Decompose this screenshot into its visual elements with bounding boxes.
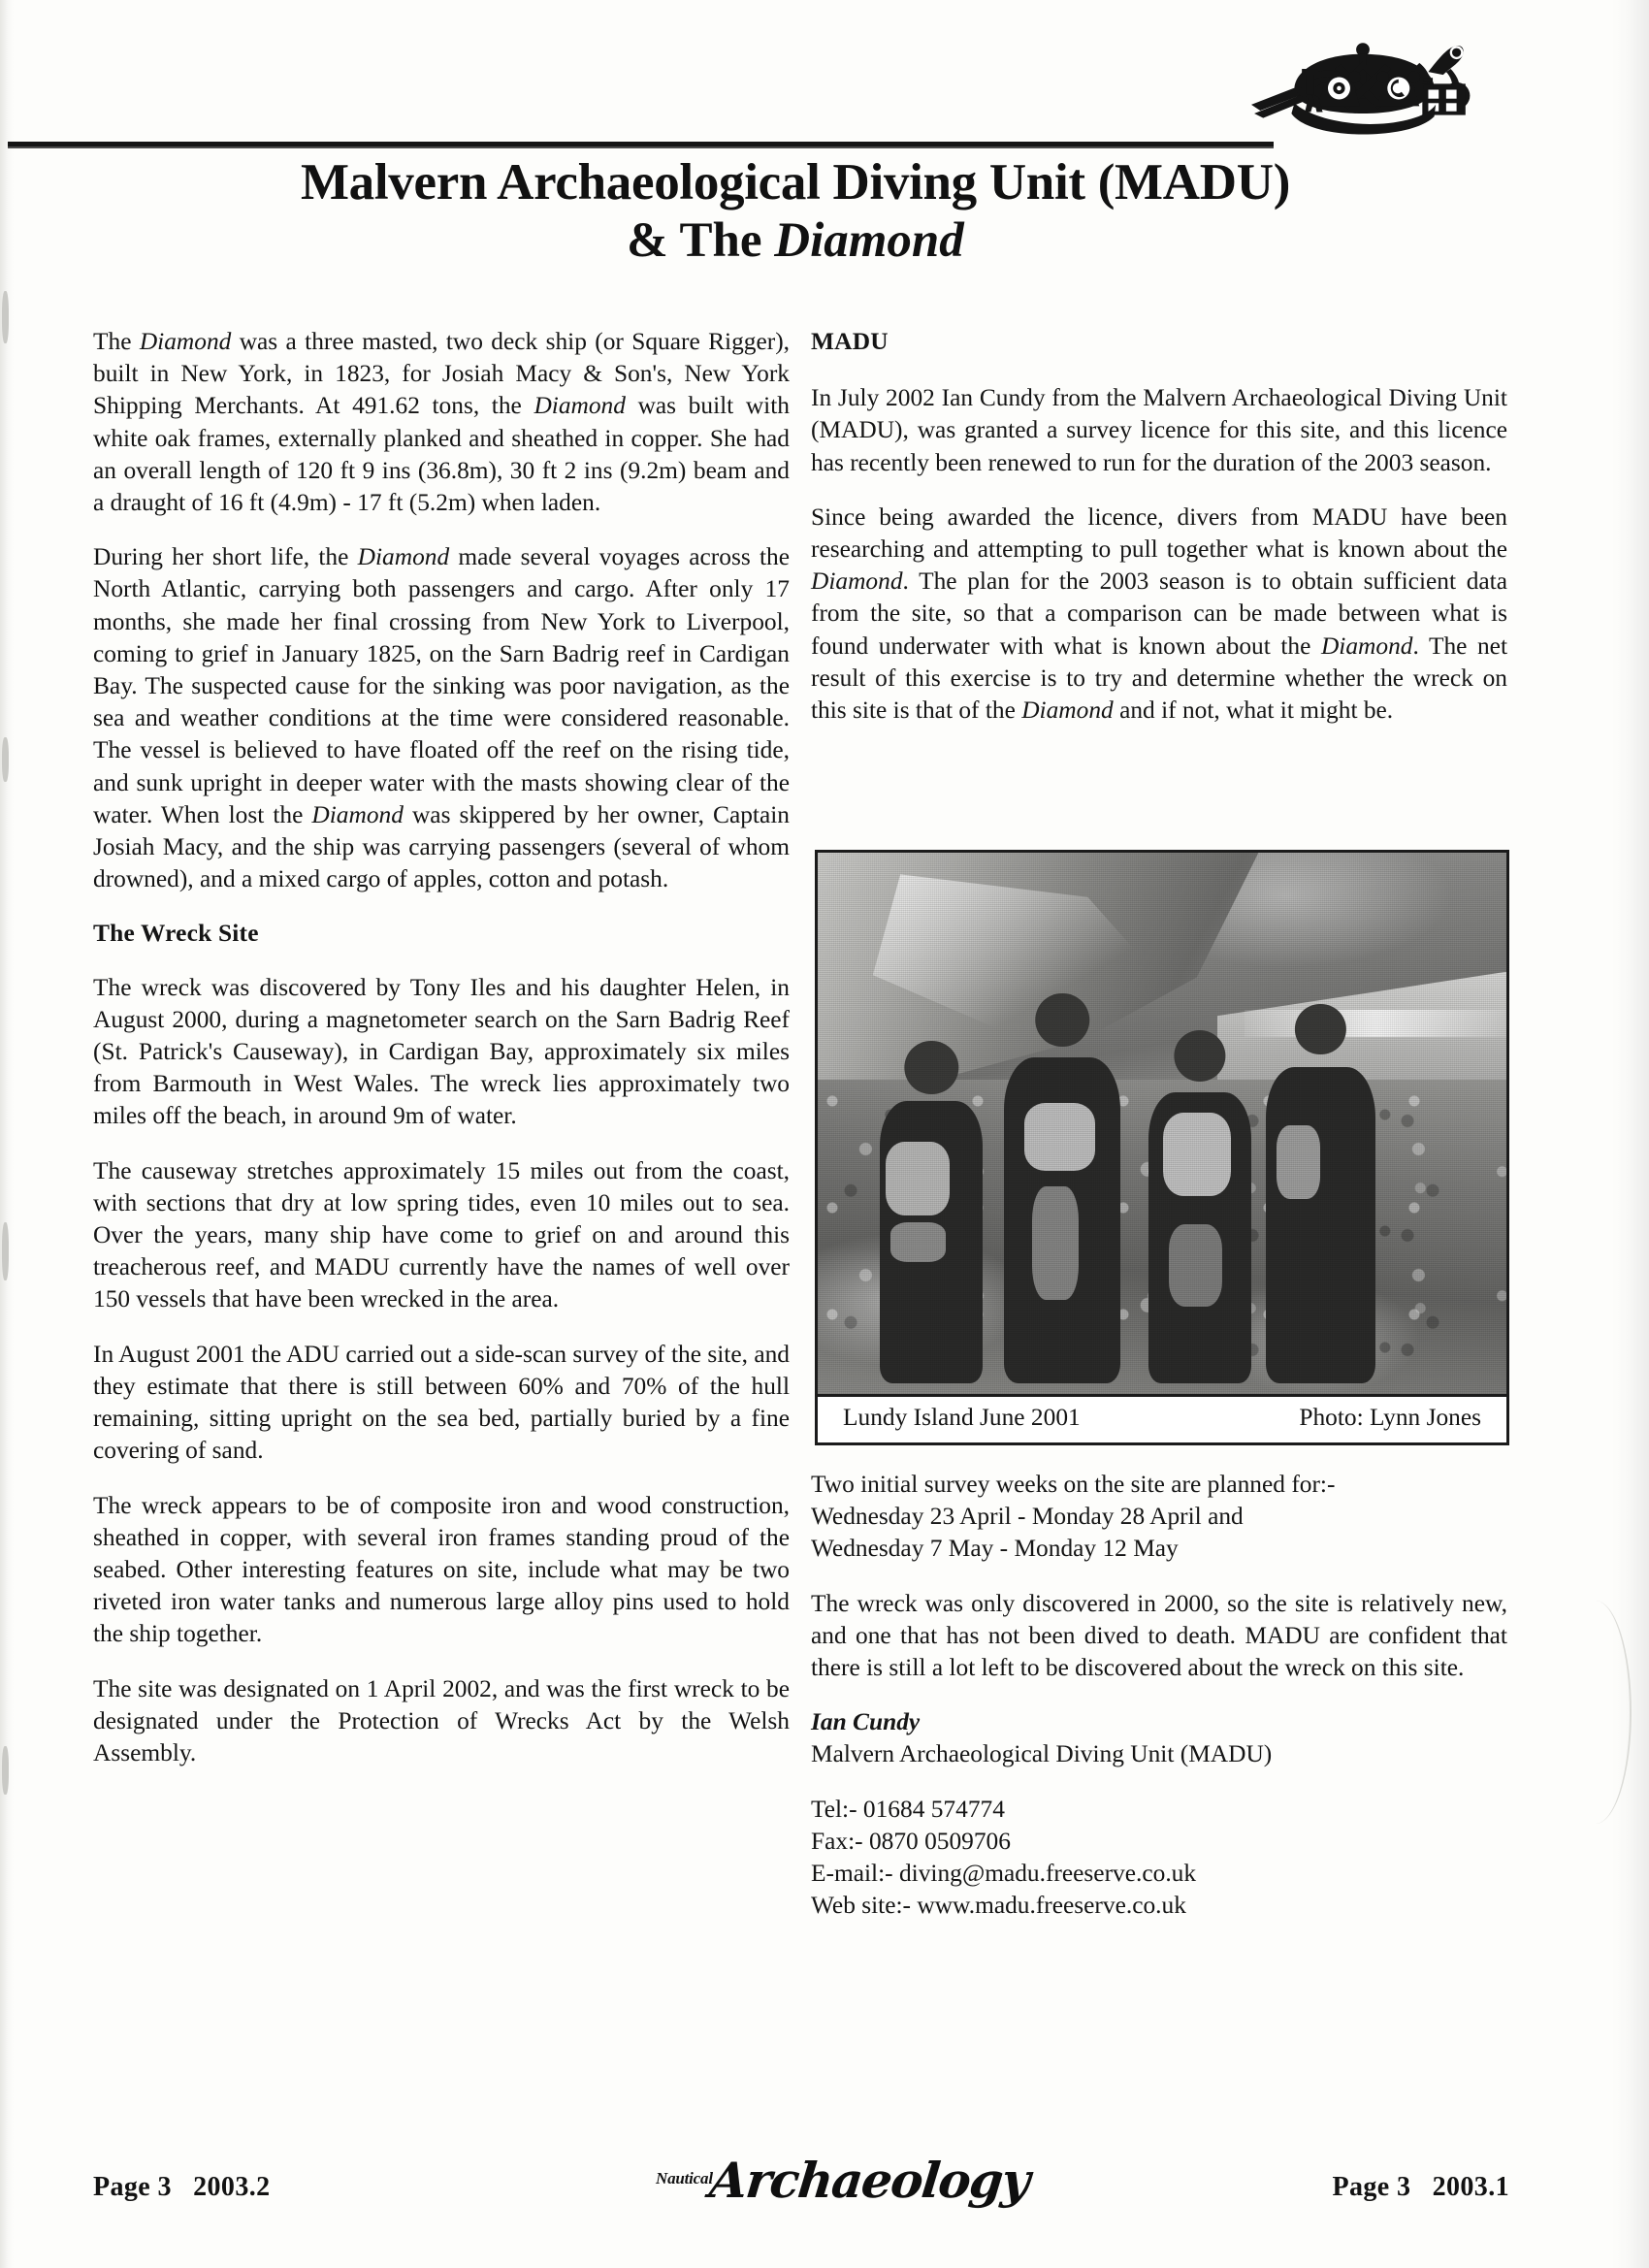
photo-caption bbox=[818, 1397, 1506, 1442]
text-run: The bbox=[93, 328, 140, 355]
survey-line-2: Wednesday 23 April - Monday 28 April and bbox=[811, 1503, 1244, 1531]
ship-name-italic: Diamond bbox=[311, 800, 404, 828]
signature-organisation: Malvern Archaeological Diving Unit (MADU) bbox=[811, 1740, 1273, 1768]
journal-logo-small-word: Nautical bbox=[656, 2169, 713, 2187]
nautical-archaeology-logo bbox=[646, 2148, 1032, 2227]
masthead-rule bbox=[8, 142, 1274, 146]
text-run: . The net result of this exercise is to try and determine whether the wreck on this site is that of the bbox=[811, 632, 1508, 725]
photo-figure bbox=[815, 850, 1509, 1445]
contact-telephone: Tel:- 01684 574774 bbox=[811, 1795, 1005, 1823]
paragraph-diamond-specs bbox=[93, 326, 790, 519]
text-run: Since being awarded the licence, divers from MADU have been researching and attempting to pull together what is known about the bbox=[811, 502, 1507, 564]
ship-name-italic: Diamond bbox=[811, 567, 903, 596]
contact-fax: Fax:- 0870 0509706 bbox=[811, 1827, 1011, 1855]
paragraph-licence: In July 2002 Ian Cundy from the Malvern Archaeological Diving Unit (MADU), was granted a survey licence for this site, and this licence has recently been renewed to run for the duration of the 2003 season. bbox=[811, 384, 1507, 476]
photo-caption-location: Lundy Island June 2001 bbox=[843, 1404, 1081, 1431]
paragraph-causeway: The causeway stretches approximately 15 miles out from the coast, with sections that dry at low spring tides, even 10 miles out to sea. Over the years, many ship have come to grief on and around this treacherous reef, and MADU currently have the names of well over 150 vessels that have been wrecked in the area. bbox=[93, 1156, 790, 1313]
text-run: was a three masted, two deck ship (or Square Rigger), built in New York, in 1823, for Josiah Macy & Son's, New York Shipping Merchants. At 491.62 tons, the bbox=[93, 328, 790, 420]
ship-name-italic: Diamond bbox=[534, 392, 626, 420]
title-prefix: & The bbox=[627, 213, 775, 269]
paragraph-site-potential: The wreck was only discovered in 2000, so the site is relatively new, and one that has not been dived to death. MADU are confident that there is still a lot left to be discovered about the wreck on this site. bbox=[811, 1589, 1507, 1682]
title-ship-name: Diamond bbox=[774, 213, 964, 269]
paragraph-designation: The site was designated on 1 April 2002, and was the first wreck to be designated under the Protection of Wrecks Act by the Welsh Assembly. bbox=[93, 1674, 790, 1766]
text-run: made several voyages across the North Atlantic, carrying both passengers and cargo. After only 17 months, she made her final crossing from New York to Liverpool, coming to grief in January 1825, on the Sarn Badrig reef in Cardigan Bay. The suspected cause for the sinking was poor navigation, as the sea and weather conditions at the time were considered reasonable. The vessel is believed to have floated off the reef on the rising tide, and sunk upright in deeper water with the masts showing clear of the water. When lost the bbox=[93, 543, 791, 828]
title-line-2 bbox=[58, 213, 1533, 269]
text-run: was built with white oak frames, externally planked and sheathed in copper. She had an overall length of 120 ft 9 ins (36.8m), 30 ft 2 ins (9.2m) beam and a draught of 16 ft (4.9m) - 17 ft (5.2m) when laden. bbox=[93, 392, 790, 517]
contact-website[interactable]: Web site:- www.madu.freeserve.co.uk bbox=[811, 1892, 1186, 1920]
text-run: During her short life, the bbox=[93, 543, 358, 571]
ship-name-italic: Diamond bbox=[139, 328, 232, 355]
page-footer bbox=[93, 2148, 1509, 2227]
scan-artifact bbox=[2, 1746, 9, 1795]
ship-name-italic: Diamond bbox=[1021, 697, 1114, 725]
heading-madu: MADU bbox=[811, 328, 889, 355]
page-title bbox=[58, 155, 1533, 269]
paragraph-survey-dates bbox=[811, 1469, 1507, 1566]
journal-logo-main-word: Archaeology bbox=[706, 2152, 1032, 2209]
footer-page-right: Page 3 2003.1 bbox=[1332, 2172, 1509, 2202]
photo-halftone-grain bbox=[818, 853, 1506, 1394]
scan-artifact bbox=[2, 737, 9, 782]
ancient-ship-logo-icon bbox=[1251, 21, 1474, 136]
contact-block bbox=[811, 1794, 1507, 1923]
right-column-top bbox=[811, 326, 1507, 830]
paragraph-side-scan-survey: In August 2001 the ADU carried out a side-scan survey of the site, and they estimate that there is still between 60% and 70% of the hull remaining, sitting upright on the sea bed, partially buried by a fine covering of sand. bbox=[93, 1340, 790, 1465]
paragraph-voyages-and-loss bbox=[93, 541, 790, 895]
footer-page-left: Page 3 2003.2 bbox=[93, 2172, 271, 2202]
text-run: and if not, what it might be. bbox=[1113, 697, 1394, 725]
paragraph-research-plan bbox=[811, 502, 1507, 727]
ship-name-italic: Diamond bbox=[357, 543, 450, 571]
right-column-bottom bbox=[811, 1469, 1507, 1922]
survey-line-3: Wednesday 7 May - Monday 12 May bbox=[811, 1535, 1179, 1563]
photo-caption-credit: Photo: Lynn Jones bbox=[1299, 1404, 1481, 1431]
signature-name: Ian Cundy bbox=[811, 1708, 921, 1736]
paragraph-discovery: The wreck was discovered by Tony Iles and his daughter Helen, in August 2000, during a magnetometer search on the Sarn Badrig Reef (St. Patrick's Causeway), in Cardigan Bay, approximately six miles from Barmouth in West Wales. The wreck lies approximately two miles off the beach, in around 9m of water. bbox=[93, 973, 790, 1130]
scan-artifact bbox=[2, 291, 9, 343]
heading-the-wreck-site: The Wreck Site bbox=[93, 920, 259, 948]
paragraph-construction: The wreck appears to be of composite iron and wood construction, sheathed in copper, with several iron frames standing proud of the seabed. Other interesting features on site, include what may be two riveted iron water tanks and numerous large alloy pins used to hold the ship together. bbox=[93, 1491, 790, 1648]
signature-block bbox=[811, 1706, 1507, 1770]
scan-artifact bbox=[2, 1222, 9, 1280]
scan-edge-right bbox=[1612, 0, 1649, 2268]
photo-image bbox=[818, 853, 1506, 1397]
survey-line-1: Two initial survey weeks on the site are planned for:- bbox=[811, 1471, 1336, 1498]
text-run: was skippered by her owner, Captain Josiah Macy, and the ship was carrying passengers (several of whom drowned), and a mixed cargo of apples, cotton and potash. bbox=[93, 800, 790, 893]
ship-name-italic: Diamond bbox=[1320, 632, 1413, 660]
contact-email[interactable]: E-mail:- diving@madu.freeserve.co.uk bbox=[811, 1860, 1197, 1888]
text-run: . The plan for the 2003 season is to obtain sufficient data from the site, so that a comparison can be made between what is found underwater with what is known about the bbox=[811, 567, 1507, 660]
left-column bbox=[93, 326, 790, 1769]
title-line-1: Malvern Archaeological Diving Unit (MADU) bbox=[300, 154, 1291, 211]
